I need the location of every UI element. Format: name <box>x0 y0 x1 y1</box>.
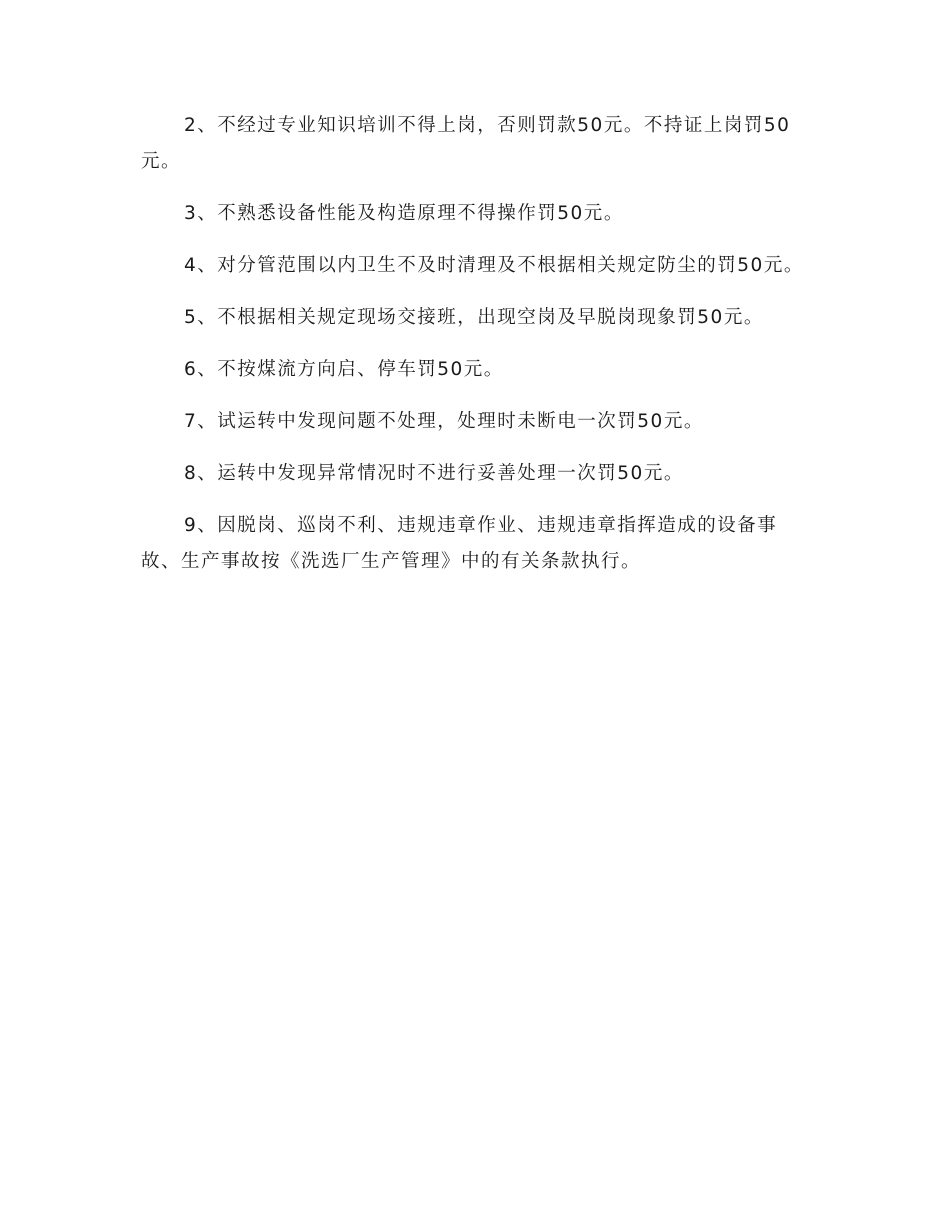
document-body <box>141 108 813 596</box>
paragraph-rule-9: 9、因脱岗、巡岗不利、违规违章作业、违规违章指挥造成的设备事故、生产事故按《洗选厂生产管理》中的有关条款执行。 <box>141 515 778 572</box>
paragraph-rule-6: 6、不按煤流方向启、停车罚50元。 <box>184 359 504 380</box>
paragraph-rule-3: 3、不熟悉设备性能及构造原理不得操作罚50元。 <box>184 203 624 224</box>
paragraph-rule-8: 8、运转中发现异常情况时不进行妥善处理一次罚50元。 <box>184 463 684 484</box>
paragraph-rule-7: 7、试运转中发现问题不处理，处理时未断电一次罚50元。 <box>184 411 704 432</box>
paragraph-rule-5: 5、不根据相关规定现场交接班，出现空岗及早脱岗现象罚50元。 <box>184 307 764 328</box>
paragraph-rule-4: 4、对分管范围以内卫生不及时清理及不根据相关规定防尘的罚50元。 <box>184 255 804 276</box>
paragraph-rule-2: 2、不经过专业知识培训不得上岗，否则罚款50元。不持证上岗罚50元。 <box>141 115 791 172</box>
